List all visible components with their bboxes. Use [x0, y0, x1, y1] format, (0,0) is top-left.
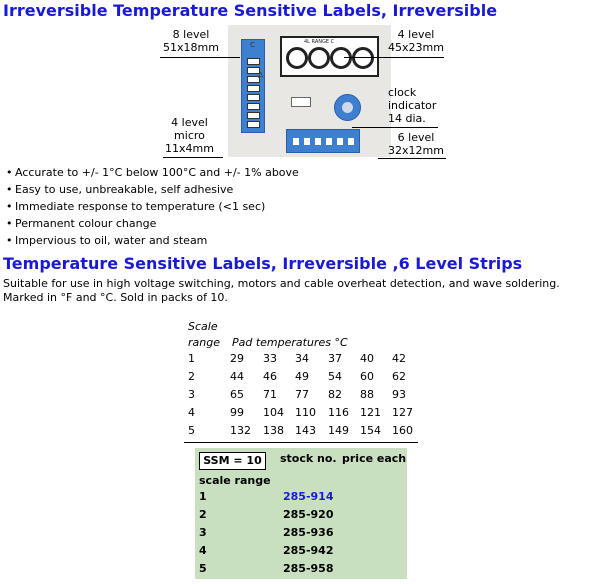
- pad-temp-cell: 116: [328, 406, 349, 419]
- photo-a-mark: A: [258, 71, 264, 80]
- pad-temp-cell: 42: [392, 352, 406, 365]
- scale-range-cell: 2: [188, 370, 195, 383]
- description: Suitable for use in high voltage switching, motors and cable overheat detection, and wave soldering. Marked in °F and °C. Sold in packs of 10.: [3, 277, 560, 304]
- order-range: 4: [199, 544, 207, 557]
- order-range: 3: [199, 526, 207, 539]
- product-photo: [228, 25, 391, 157]
- order-range: 2: [199, 508, 207, 521]
- pad-temp-cell: 99: [230, 406, 244, 419]
- order-table: [195, 448, 407, 579]
- note-micro: 4 level micro 11x4mm: [165, 116, 214, 155]
- underline-four-level: [344, 57, 444, 58]
- ssm-badge: SSM = 10: [199, 452, 266, 470]
- pad-temp-cell: 121: [360, 406, 381, 419]
- range-header: scale range: [199, 474, 271, 487]
- pad-temp-cell: 160: [392, 424, 413, 437]
- pad-temp-cell: 104: [263, 406, 284, 419]
- list-item: • Easy to use, unbreakable, self adhesive: [6, 183, 234, 196]
- photo-label4-text: 4L RANGE C: [304, 39, 335, 45]
- list-item: • Accurate to +/- 1°C below 100°C and +/- 1% above: [6, 166, 299, 179]
- photo-c-mark: C: [250, 41, 255, 49]
- clock-indicator-image: [334, 94, 361, 121]
- pad-temp-cell: 149: [328, 424, 349, 437]
- stock-header: stock no.: [280, 452, 337, 465]
- pad-temp-cell: 77: [295, 388, 309, 401]
- pad-temp-cell: 154: [360, 424, 381, 437]
- pad-temp-cell: 138: [263, 424, 284, 437]
- six-level-strip-image: [286, 129, 360, 153]
- pad-temp-cell: 37: [328, 352, 342, 365]
- table-header-scale: Scale: [188, 320, 218, 333]
- pad-temp-cell: 54: [328, 370, 342, 383]
- underline-micro: [163, 157, 223, 158]
- scale-range-cell: 1: [188, 352, 195, 365]
- feature-list: [6, 164, 299, 249]
- stock-number: 285-936: [283, 526, 334, 539]
- pad-temp-cell: 33: [263, 352, 277, 365]
- micro-label-image: [291, 97, 311, 107]
- eight-level-strip-image: [241, 39, 265, 133]
- table-divider: [184, 442, 418, 443]
- order-range: 5: [199, 562, 207, 575]
- scale-range-cell: 3: [188, 388, 195, 401]
- pad-temp-cell: 40: [360, 352, 374, 365]
- pad-temp-cell: 93: [392, 388, 406, 401]
- note-four-level: 4 level 45x23mm: [388, 28, 444, 54]
- pad-temp-cell: 127: [392, 406, 413, 419]
- underline-six-level: [378, 158, 446, 159]
- pad-temp-cell: 44: [230, 370, 244, 383]
- pad-temp-cell: 143: [295, 424, 316, 437]
- pad-temp-cell: 46: [263, 370, 277, 383]
- pad-temp-cell: 62: [392, 370, 406, 383]
- pad-temp-cell: 82: [328, 388, 342, 401]
- note-six-level: 6 level 32x12mm: [388, 131, 444, 157]
- scale-range-cell: 5: [188, 424, 195, 437]
- pad-temp-cell: 65: [230, 388, 244, 401]
- stock-link[interactable]: 285-914: [283, 490, 334, 503]
- underline-clock: [352, 127, 438, 128]
- stock-number: 285-920: [283, 508, 334, 521]
- section-title: Temperature Sensitive Labels, Irreversible ,6 Level Strips: [3, 254, 523, 273]
- table-header-pads: Pad temperatures °C: [232, 336, 348, 349]
- pad-temp-cell: 71: [263, 388, 277, 401]
- scale-range-cell: 4: [188, 406, 195, 419]
- note-eight-level: 8 level 51x18mm: [163, 28, 219, 54]
- pad-temp-cell: 29: [230, 352, 244, 365]
- pad-temp-cell: 60: [360, 370, 374, 383]
- list-item: • Impervious to oil, water and steam: [6, 234, 208, 247]
- list-item: • Permanent colour change: [6, 217, 157, 230]
- table-header-range: range: [188, 336, 220, 349]
- pad-temp-cell: 132: [230, 424, 251, 437]
- page-title: Irreversible Temperature Sensitive Labels, Irreversible: [3, 1, 498, 20]
- pad-temp-cell: 34: [295, 352, 309, 365]
- order-range: 1: [199, 490, 207, 503]
- pad-temp-cell: 110: [295, 406, 316, 419]
- price-header: price each: [342, 452, 407, 465]
- pad-temp-cell: 49: [295, 370, 309, 383]
- list-item: • Immediate response to temperature (<1 sec): [6, 200, 266, 213]
- stock-number: 285-958: [283, 562, 334, 575]
- pad-temp-cell: 88: [360, 388, 374, 401]
- note-clock: clock indicator 14 dia.: [388, 86, 437, 125]
- underline-eight-level: [160, 57, 240, 58]
- stock-number: 285-942: [283, 544, 334, 557]
